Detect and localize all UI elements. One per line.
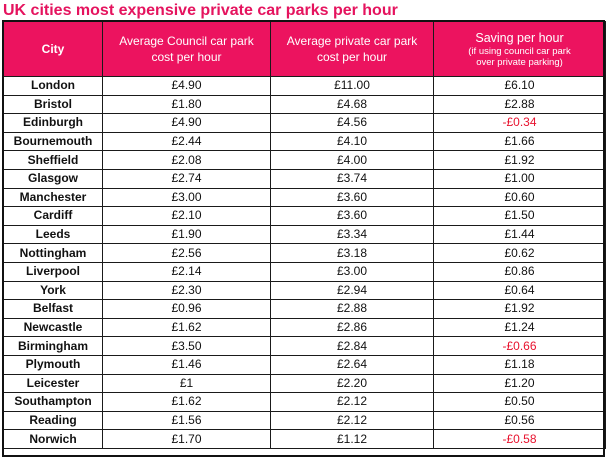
cell-saving: £1.20: [434, 374, 606, 393]
cell-private-cost: £3.34: [271, 225, 434, 244]
cell-private-cost: £4.00: [271, 151, 434, 170]
cell-saving: £0.62: [434, 244, 606, 263]
cell-council-cost: £1.62: [103, 393, 271, 412]
cell-private-cost: £3.60: [271, 188, 434, 207]
cell-saving: £0.56: [434, 411, 606, 430]
cell-council-cost: £2.30: [103, 281, 271, 300]
cell-private-cost: £2.84: [271, 337, 434, 356]
cell-council-cost: £2.74: [103, 169, 271, 188]
cell-private-cost: £2.64: [271, 355, 434, 374]
table-row: [4, 318, 606, 337]
table-row: [4, 151, 606, 170]
table-body: [4, 77, 606, 449]
table-row: [4, 169, 606, 188]
cell-city: Reading: [4, 411, 103, 430]
cell-council-cost: £4.90: [103, 114, 271, 133]
cell-saving: £1.92: [434, 300, 606, 319]
cell-city: York: [4, 281, 103, 300]
cell-private-cost: £1.12: [271, 430, 434, 449]
table-row: [4, 393, 606, 412]
cell-private-cost: £2.88: [271, 300, 434, 319]
column-header-private-cost-label: Average private car park cost per hour: [286, 34, 418, 64]
cell-saving: -£0.66: [434, 337, 606, 356]
cell-private-cost: £11.00: [271, 77, 434, 96]
cell-saving: £1.00: [434, 169, 606, 188]
cell-city: Bournemouth: [4, 132, 103, 151]
cell-private-cost: £3.00: [271, 262, 434, 281]
cell-private-cost: £3.60: [271, 207, 434, 226]
cell-private-cost: £2.20: [271, 374, 434, 393]
column-header-private-cost: [271, 22, 434, 77]
column-header-saving-note-line-2: over private parking): [476, 57, 563, 68]
cell-saving: £6.10: [434, 77, 606, 96]
cell-city: Leicester: [4, 374, 103, 393]
cell-council-cost: £1.62: [103, 318, 271, 337]
cell-private-cost: £4.10: [271, 132, 434, 151]
table-row: [4, 300, 606, 319]
cell-private-cost: £2.86: [271, 318, 434, 337]
table-row: [4, 114, 606, 133]
cell-council-cost: £2.56: [103, 244, 271, 263]
cell-saving: -£0.34: [434, 114, 606, 133]
table-row: [4, 337, 606, 356]
cell-city: Birmingham: [4, 337, 103, 356]
table-row: [4, 207, 606, 226]
cell-city: Southampton: [4, 393, 103, 412]
cell-private-cost: £2.12: [271, 411, 434, 430]
cell-city: Plymouth: [4, 355, 103, 374]
cell-saving: £1.66: [434, 132, 606, 151]
table-row: [4, 244, 606, 263]
table-row: [4, 411, 606, 430]
column-header-city: City: [4, 22, 103, 77]
table-row: [4, 430, 606, 449]
cell-city: London: [4, 77, 103, 96]
cell-saving: £1.92: [434, 151, 606, 170]
cell-private-cost: £2.94: [271, 281, 434, 300]
cell-council-cost: £2.10: [103, 207, 271, 226]
cell-council-cost: £1.80: [103, 95, 271, 114]
cell-private-cost: £2.12: [271, 393, 434, 412]
cell-saving: £2.88: [434, 95, 606, 114]
table-row: [4, 355, 606, 374]
table-row: [4, 262, 606, 281]
cell-city: Newcastle: [4, 318, 103, 337]
cell-private-cost: £3.18: [271, 244, 434, 263]
cell-council-cost: £3.00: [103, 188, 271, 207]
column-header-saving: [434, 22, 606, 77]
cell-council-cost: £2.44: [103, 132, 271, 151]
table-row: [4, 225, 606, 244]
cell-council-cost: £1.46: [103, 355, 271, 374]
table-row: [4, 77, 606, 96]
column-header-saving-label: Saving per hour: [475, 31, 564, 45]
cell-council-cost: £1: [103, 374, 271, 393]
cell-saving: £1.24: [434, 318, 606, 337]
cell-council-cost: £1.90: [103, 225, 271, 244]
cell-saving: £1.50: [434, 207, 606, 226]
table-header-row: [4, 22, 606, 77]
cell-council-cost: £1.70: [103, 430, 271, 449]
table-row: [4, 281, 606, 300]
cell-council-cost: £3.50: [103, 337, 271, 356]
cell-council-cost: £1.56: [103, 411, 271, 430]
cell-city: Belfast: [4, 300, 103, 319]
cell-saving: £1.18: [434, 355, 606, 374]
cell-city: Liverpool: [4, 262, 103, 281]
table-row: [4, 132, 606, 151]
cell-private-cost: £4.68: [271, 95, 434, 114]
column-header-council-cost-label: Average Council car park cost per hour: [119, 34, 254, 64]
table-row: [4, 188, 606, 207]
cell-city: Cardiff: [4, 207, 103, 226]
cell-city: Edinburgh: [4, 114, 103, 133]
cell-private-cost: £4.56: [271, 114, 434, 133]
cell-saving: £0.86: [434, 262, 606, 281]
cell-city: Norwich: [4, 430, 103, 449]
cell-saving: £1.44: [434, 225, 606, 244]
cell-city: Manchester: [4, 188, 103, 207]
table-row: [4, 95, 606, 114]
cell-city: Bristol: [4, 95, 103, 114]
cell-private-cost: £3.74: [271, 169, 434, 188]
cell-city: Sheffield: [4, 151, 103, 170]
page-title: UK cities most expensive private car parks per hour: [3, 2, 398, 19]
cell-saving: -£0.58: [434, 430, 606, 449]
column-header-council-cost: [103, 22, 271, 77]
cell-city: Nottingham: [4, 244, 103, 263]
cell-saving: £0.64: [434, 281, 606, 300]
cell-saving: £0.60: [434, 188, 606, 207]
cell-council-cost: £2.08: [103, 151, 271, 170]
cell-city: Leeds: [4, 225, 103, 244]
column-header-saving-note-line-1: (if using council car park: [468, 46, 571, 57]
cell-saving: £0.50: [434, 393, 606, 412]
table-row: [4, 374, 606, 393]
cell-council-cost: £4.90: [103, 77, 271, 96]
cell-council-cost: £0.96: [103, 300, 271, 319]
cell-city: Glasgow: [4, 169, 103, 188]
cell-council-cost: £2.14: [103, 262, 271, 281]
car-park-cost-table: [3, 21, 606, 449]
